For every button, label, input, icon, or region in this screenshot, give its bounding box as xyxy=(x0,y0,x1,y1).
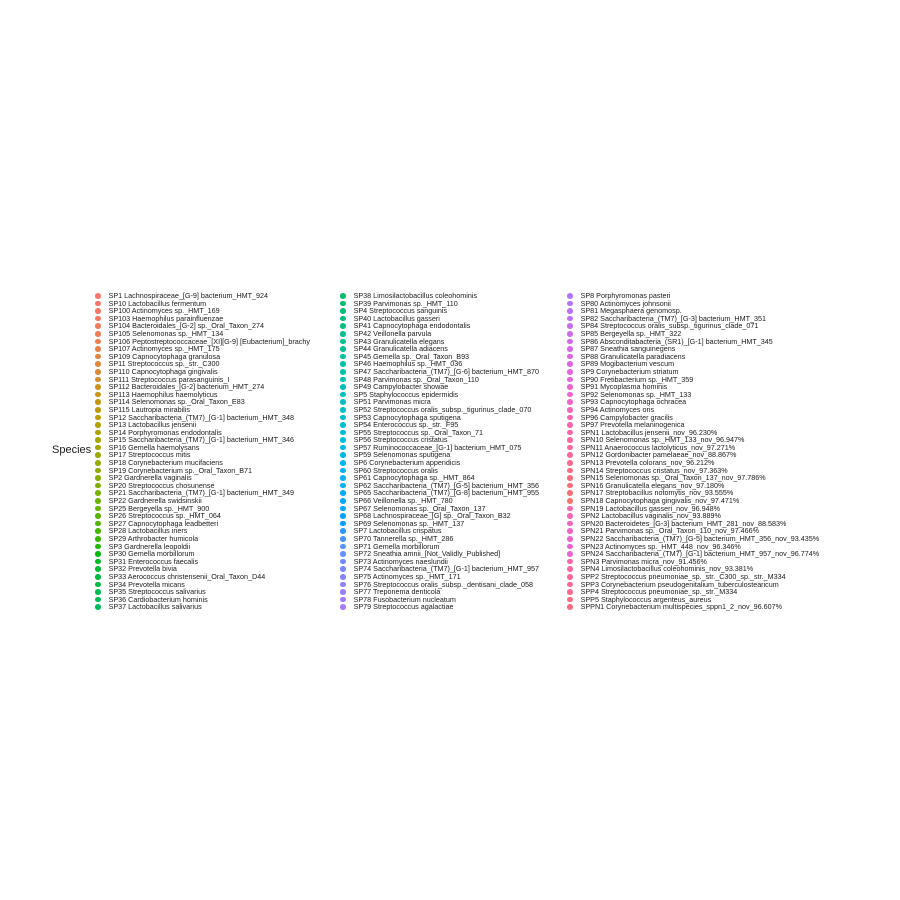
legend-marker-icon xyxy=(340,369,346,375)
legend-marker-icon xyxy=(95,483,101,489)
legend-entry xyxy=(340,603,539,611)
legend-label: SP92 Selenomonas sp._HMT_133 xyxy=(580,389,692,399)
legend-label: SP41 Capnocytophaga endodontalis xyxy=(353,321,471,331)
legend-marker-icon xyxy=(340,604,346,610)
legend-marker-icon xyxy=(567,490,573,496)
legend-marker-icon xyxy=(95,308,101,314)
legend-label: SP75 Actinomyces sp._HMT_171 xyxy=(353,571,461,581)
legend-label: SP105 Selenomonas sp._HMT_134 xyxy=(108,328,224,338)
legend-label: SP66 Veillonella sp._HMT_780 xyxy=(353,496,453,506)
legend-marker-icon xyxy=(567,399,573,405)
legend-marker-icon xyxy=(567,582,573,588)
legend-label: SP45 Gemella sp._Oral_Taxon_B93 xyxy=(353,351,470,361)
legend-label: SP22 Gardnerella swidsinskii xyxy=(108,496,202,506)
legend-label: SP85 Bergeyella sp._HMT_322 xyxy=(580,328,682,338)
legend-label: SP69 Selenomonas sp._HMT_137 xyxy=(353,518,465,528)
legend-marker-icon xyxy=(95,544,101,550)
legend-marker-icon xyxy=(95,384,101,390)
legend-label: SP43 Granulicatella elegans xyxy=(353,336,445,346)
legend-label: SP18 Corynebacterium mucifaciens xyxy=(108,458,223,468)
legend-marker-icon xyxy=(567,308,573,314)
legend-label: SP107 Actinomyces sp._HMT_175 xyxy=(108,344,220,354)
legend-label: SP29 Arthrobacter humicola xyxy=(108,534,199,543)
legend-label: SP113 Haemophilus haemolyticus xyxy=(108,389,218,399)
legend-label: SPPN1 Corynebacterium multispecies_sppn1_2_nov_96.607% xyxy=(580,602,782,612)
legend-marker-icon xyxy=(340,506,346,512)
legend-label: SPN10 Selenomonas sp._HMT_133_nov_96.947% xyxy=(580,435,745,445)
legend-marker-icon xyxy=(340,437,346,443)
legend-label: SP5 Staphylococcus epidermidis xyxy=(353,389,459,399)
legend-label: SP79 Streptococcus agalactiae xyxy=(353,602,454,612)
legend-label: SP7 Lactobacillus crispatus xyxy=(353,526,442,536)
legend-marker-icon xyxy=(567,574,573,580)
legend-label: SP103 Haemophilus parainfluenzae xyxy=(108,313,224,323)
legend-label: SP11 Streptococcus sp._str._C300 xyxy=(108,359,220,369)
legend-marker-icon xyxy=(95,460,101,466)
legend-marker-icon xyxy=(567,483,573,489)
legend-marker-icon xyxy=(567,407,573,413)
legend-marker-icon xyxy=(567,513,573,519)
legend-entry xyxy=(567,603,819,611)
legend-marker-icon xyxy=(340,582,346,588)
legend-marker-icon xyxy=(340,399,346,405)
legend-label: SPN13 Prevotella colorans_nov_96.212% xyxy=(580,458,715,468)
legend-marker-icon xyxy=(95,468,101,474)
legend-marker-icon xyxy=(95,323,101,329)
legend-marker-icon xyxy=(95,422,101,428)
legend-marker-icon xyxy=(567,468,573,474)
legend-marker-icon xyxy=(340,483,346,489)
legend-marker-icon xyxy=(95,604,101,610)
legend-column-2 xyxy=(340,292,539,611)
legend-marker-icon xyxy=(340,566,346,572)
legend-marker-icon xyxy=(567,506,573,512)
legend-marker-icon xyxy=(567,346,573,352)
legend-label: SP31 Enterococcus faecalis xyxy=(108,556,199,566)
legend-label: SP6 Corynebacterium appendicis xyxy=(353,458,461,468)
legend-label: SPN14 Streptococcus cristatus_nov_97.363% xyxy=(580,465,728,475)
legend-marker-icon xyxy=(567,475,573,481)
legend-marker-icon xyxy=(567,331,573,337)
legend-marker-icon xyxy=(340,323,346,329)
legend-marker-icon xyxy=(567,301,573,307)
legend-marker-icon xyxy=(340,354,346,360)
legend-label: SP114 Selenomonas sp._Oral_Taxon_E83 xyxy=(108,397,245,407)
legend-marker-icon xyxy=(95,361,101,367)
legend-label: SP52 Streptococcus oralis_subsp._tigurinus_clade_070 xyxy=(353,404,532,414)
legend-marker-icon xyxy=(95,475,101,481)
legend-label: SP94 Actinomyces oris xyxy=(580,404,655,414)
legend-label: SP35 Streptococcus salivarius xyxy=(108,587,206,597)
legend-label: SP26 Streptococcus sp._HMT_064 xyxy=(108,511,221,521)
legend-label: SP81 Megasphaera genomosp. xyxy=(580,306,682,316)
legend-label: SPN15 Selenomonas sp._Oral_Taxon_137_nov_97.786% xyxy=(580,473,766,483)
legend-marker-icon xyxy=(567,369,573,375)
legend-marker-icon xyxy=(567,566,573,572)
legend-marker-icon xyxy=(340,415,346,421)
legend-marker-icon xyxy=(95,597,101,603)
legend-label: SP57 Ruminococcaceae_[G-1] bacterium_HMT_075 xyxy=(353,442,522,452)
legend-label: SP54 Enterococcus sp._str._F95 xyxy=(353,420,459,430)
legend-label: SP86 Absconditabacteria_(SR1)_[G-1] bacterium_HMT_345 xyxy=(580,336,773,346)
legend-label: SP51 Parvimonas micra xyxy=(353,397,431,407)
legend-label: SP9 Corynebacterium striatum xyxy=(580,366,679,376)
legend-marker-icon xyxy=(567,392,573,398)
legend-label: SP71 Gemella morbillorum xyxy=(353,541,440,551)
legend-label: SP37 Lactobacillus salivarius xyxy=(108,602,202,612)
legend-label: SPN16 Granulicatella elegans_nov_97.180% xyxy=(580,480,725,490)
legend-label: SP76 Streptococcus oralis_subsp._dentisani_clade_058 xyxy=(353,579,534,589)
legend-label: SP46 Haemophilus sp._HMT_036 xyxy=(353,359,463,369)
legend-label: SP2 Gardnerella vaginalis xyxy=(108,473,192,483)
legend-label: SP106 Peptostreptococcaceae_[XI][G-9] [Eubacterium]_brachy xyxy=(108,336,310,346)
legend-marker-icon xyxy=(95,369,101,375)
legend-marker-icon xyxy=(340,339,346,345)
legend-marker-icon xyxy=(340,544,346,550)
legend-marker-icon xyxy=(567,528,573,534)
legend-marker-icon xyxy=(95,528,101,534)
legend-marker-icon xyxy=(567,323,573,329)
legend-label: SP40 Lactobacillus gasseri xyxy=(353,313,440,323)
legend-label: SP20 Streptococcus chosunense xyxy=(108,480,215,490)
legend-label: SP59 Selenomonas sputigena xyxy=(353,450,451,460)
legend-marker-icon xyxy=(95,574,101,580)
legend-label: SP91 Mycoplasma hominis xyxy=(580,382,668,392)
legend-label: SP104 Bacteroidales_[G-2] sp._Oral_Taxon_274 xyxy=(108,321,265,331)
legend-label: SP72 Sneathia amnii_[Not_Validly_Published] xyxy=(353,549,501,559)
legend-marker-icon xyxy=(567,559,573,565)
legend-label: SPP2 Streptococcus pneumoniae_sp._str._C300_sp._str._M334 xyxy=(580,571,786,581)
legend-label: SP97 Prevotella melaninogenica xyxy=(580,420,685,430)
legend-marker-icon xyxy=(95,415,101,421)
legend-label: SPN24 Saccharibacteria_(TM7)_[G-1] bacterium_HMT_957_nov_96.774% xyxy=(580,549,820,559)
legend-label: SP88 Granulicatella paradiacens xyxy=(580,351,686,361)
legend-marker-icon xyxy=(95,551,101,557)
legend-label: SP32 Prevotella bivia xyxy=(108,564,177,574)
legend-label: SP73 Actinomyces naeslundii xyxy=(353,556,448,566)
legend-column-1 xyxy=(95,292,310,611)
legend-column-3 xyxy=(567,292,819,611)
legend-label: SP42 Veillonella parvula xyxy=(353,328,432,338)
legend-label: SP93 Capnocytophaga ochracea xyxy=(580,397,687,407)
legend-marker-icon xyxy=(567,354,573,360)
legend-marker-icon xyxy=(567,604,573,610)
legend-marker-icon xyxy=(95,566,101,572)
legend-label: SP30 Gemella morbillorum xyxy=(108,549,195,559)
legend-marker-icon xyxy=(95,452,101,458)
legend-label: SPN1 Lactobacillus jensenii_nov_96.230% xyxy=(580,427,718,437)
legend-marker-icon xyxy=(567,430,573,436)
legend-label: SP96 Campylobacter gracilis xyxy=(580,412,673,422)
legend-label: SP16 Gemella haemolysans xyxy=(108,442,200,452)
legend-marker-icon xyxy=(340,407,346,413)
legend-marker-icon xyxy=(340,452,346,458)
legend-label: SP12 Saccharibacteria_(TM7)_[G-1] bacterium_HMT_348 xyxy=(108,412,294,422)
legend-label: SP82 Saccharibacteria_(TM7)_[G-3] bacterium_HMT_351 xyxy=(580,313,766,323)
legend-marker-icon xyxy=(340,316,346,322)
legend-marker-icon xyxy=(95,521,101,527)
legend-marker-icon xyxy=(95,589,101,595)
legend-marker-icon xyxy=(567,536,573,542)
legend-label: SP1 Lachnospiraceae_[G-9] bacterium_HMT_924 xyxy=(108,291,269,300)
legend-marker-icon xyxy=(340,331,346,337)
legend-marker-icon xyxy=(567,551,573,557)
legend-label: SP70 Tannerella sp._HMT_286 xyxy=(353,534,454,543)
legend-marker-icon xyxy=(340,475,346,481)
legend-label: SP100 Actinomyces sp._HMT_169 xyxy=(108,306,220,316)
legend-label: SPN11 Anaerococcus lactolyticus_nov_97.271% xyxy=(580,442,736,452)
legend-marker-icon xyxy=(340,346,346,352)
legend-label: SP68 Lachnospiraceae_[G] sp._Oral_Taxon_B32 xyxy=(353,511,511,521)
legend-label: SPN23 Actinomyces sp._HMT_448_nov_96.346% xyxy=(580,541,741,551)
legend-marker-icon xyxy=(340,597,346,603)
legend-marker-icon xyxy=(95,490,101,496)
legend-label: SP39 Parvimonas sp._HMT_110 xyxy=(353,298,458,308)
legend-label: SP110 Capnocytophaga gingivalis xyxy=(108,366,218,376)
legend-marker-icon xyxy=(340,384,346,390)
legend-label: SP48 Parvimonas sp._Oral_Taxon_110 xyxy=(353,374,479,384)
legend-marker-icon xyxy=(95,392,101,398)
legend-label: SPN21 Parvimonas sp._Oral_Taxon_110_nov_97.466% xyxy=(580,526,760,536)
legend-label: SP84 Streptococcus oralis_subsp._tigurinus_clade_071 xyxy=(580,321,759,331)
legend-label: SP8 Porphyromonas pasteri xyxy=(580,291,671,300)
legend-label: SPP5 Staphylococcus argenteus_aureus xyxy=(580,594,712,604)
legend-marker-icon xyxy=(340,460,346,466)
legend-marker-icon xyxy=(95,316,101,322)
legend-marker-icon xyxy=(95,430,101,436)
legend-label: SP112 Bacteroidales_[G-2] bacterium_HMT_274 xyxy=(108,382,265,392)
legend-marker-icon xyxy=(567,316,573,322)
legend-marker-icon xyxy=(95,354,101,360)
legend-marker-icon xyxy=(95,339,101,345)
legend-marker-icon xyxy=(340,361,346,367)
legend-marker-icon xyxy=(567,445,573,451)
legend-label: SP34 Prevotella micans xyxy=(108,579,185,589)
legend-marker-icon xyxy=(567,422,573,428)
legend-marker-icon xyxy=(95,377,101,383)
legend-marker-icon xyxy=(567,339,573,345)
legend-marker-icon xyxy=(340,392,346,398)
legend-marker-icon xyxy=(95,445,101,451)
legend-entry xyxy=(95,603,310,611)
legend-marker-icon xyxy=(340,301,346,307)
legend-marker-icon xyxy=(95,293,101,299)
legend-label: SPN4 Limosilactobacillus coleohominis_nov_93.381% xyxy=(580,564,754,574)
legend-label: SPP3 Corynebacterium pseudogenitalium_tuberculostearicum xyxy=(580,579,779,589)
legend-label: SP19 Corynebacterium sp._Oral_Taxon_B71 xyxy=(108,465,253,475)
legend-marker-icon xyxy=(340,308,346,314)
legend-marker-icon xyxy=(567,437,573,443)
legend-marker-icon xyxy=(567,521,573,527)
legend-marker-icon xyxy=(340,422,346,428)
legend-label: SP4 Streptococcus sanguinis xyxy=(353,306,448,316)
legend-marker-icon xyxy=(340,574,346,580)
legend-marker-icon xyxy=(95,559,101,565)
legend-label: SPN17 Streptobacillus notomytis_nov_93.555% xyxy=(580,488,734,498)
legend-title: Species xyxy=(52,444,92,456)
legend-label: SPP4 Streptococcus pneumoniae_sp._str._M334 xyxy=(580,587,738,597)
legend-marker-icon xyxy=(95,437,101,443)
legend-marker-icon xyxy=(567,361,573,367)
legend-label: SP67 Selenomonas sp._Oral_Taxon_137 xyxy=(353,503,486,513)
legend-label: SP115 Lautropia mirabilis xyxy=(108,404,190,414)
legend-label: SP17 Streptococcus mitis xyxy=(108,450,191,460)
legend-marker-icon xyxy=(95,582,101,588)
legend-label: SPN2 Lactobacillus vaginalis_nov_93.889% xyxy=(580,511,721,521)
legend-marker-icon xyxy=(567,384,573,390)
legend-label: SP90 Fretibacterium sp._HMT_359 xyxy=(580,374,694,384)
legend-marker-icon xyxy=(95,498,101,504)
legend-label: SP111 Streptococcus parasanguinis_I xyxy=(108,374,230,384)
legend-marker-icon xyxy=(340,490,346,496)
legend-label: SP49 Campylobacter showae xyxy=(353,382,449,392)
legend-marker-icon xyxy=(340,513,346,519)
legend-marker-icon xyxy=(567,589,573,595)
legend-marker-icon xyxy=(340,589,346,595)
legend-label: SPN22 Saccharibacteria_(TM7)_[G-5] bacterium_HMT_356_nov_93.435% xyxy=(580,534,820,543)
legend-label: SP74 Saccharibacteria_(TM7)_[G-1] bacterium_HMT_957 xyxy=(353,564,539,574)
legend-marker-icon xyxy=(567,460,573,466)
legend-label: SP80 Actinomyces johnsonii xyxy=(580,298,671,308)
legend-label: SP47 Saccharibacteria_(TM7)_[G-6] bacterium_HMT_870 xyxy=(353,366,539,376)
legend-marker-icon xyxy=(95,513,101,519)
legend-label: SP10 Lactobacillus fermentum xyxy=(108,298,207,308)
legend-label: SP38 Limosilactobacillus coleohominis xyxy=(353,291,478,300)
legend-label: SPN12 Gordonibacter pamelaeae_nov_88.867% xyxy=(580,450,737,460)
legend-marker-icon xyxy=(567,415,573,421)
legend-label: SPN3 Parvimonas micra_nov_91.456% xyxy=(580,556,707,566)
legend-marker-icon xyxy=(340,521,346,527)
legend-marker-icon xyxy=(340,377,346,383)
legend-label: SPN20 Bacteroidetes_[G-3] bacterium_HMT_281_nov_88.583% xyxy=(580,518,787,528)
legend-label: SP15 Saccharibacteria_(TM7)_[G-1] bacterium_HMT_346 xyxy=(108,435,294,445)
legend-marker-icon xyxy=(340,468,346,474)
legend-marker-icon xyxy=(340,536,346,542)
legend-marker-icon xyxy=(567,293,573,299)
legend-marker-icon xyxy=(340,293,346,299)
legend-label: SP65 Saccharibacteria_(TM7)_[G-8] bacterium_HMT_955 xyxy=(353,488,539,498)
legend-label: SP25 Bergeyella sp._HMT_900 xyxy=(108,503,210,513)
legend-label: SPN18 Capnocytophaga gingivalis_nov_97.471% xyxy=(580,496,740,506)
legend-label: SP87 Sneathia sanguinegens xyxy=(580,344,676,354)
legend-label: SP3 Gardnerella leopoldii xyxy=(108,541,191,551)
legend-label: SP78 Fusobacterium nucleatum xyxy=(353,594,456,604)
legend-marker-icon xyxy=(340,551,346,557)
legend-marker-icon xyxy=(95,399,101,405)
legend-marker-icon xyxy=(340,430,346,436)
legend-label: SP109 Capnocytophaga granulosa xyxy=(108,351,221,361)
legend-label: SP56 Streptococcus cristatus xyxy=(353,435,448,445)
legend-label: SP21 Saccharibacteria_(TM7)_[G-1] bacterium_HMT_349 xyxy=(108,488,294,498)
legend-marker-icon xyxy=(95,536,101,542)
legend-label: SP36 Cardiobacterium hominis xyxy=(108,594,208,604)
legend-label: SP33 Aerococcus christensenii_Oral_Taxon_D44 xyxy=(108,571,266,581)
legend-marker-icon xyxy=(95,407,101,413)
legend-marker-icon xyxy=(567,544,573,550)
legend-label: SP14 Porphyromonas endodontalis xyxy=(108,427,222,437)
legend-marker-icon xyxy=(95,301,101,307)
legend-label: SP44 Granulicatella adiacens xyxy=(353,344,448,354)
legend-label: SP60 Streptococcus oralis xyxy=(353,465,438,475)
legend-label: SP62 Saccharibacteria_(TM7)_[G-5] bacterium_HMT_356 xyxy=(353,480,539,490)
legend-marker-icon xyxy=(95,331,101,337)
legend-marker-icon xyxy=(340,445,346,451)
legend-marker-icon xyxy=(340,498,346,504)
legend-marker-icon xyxy=(567,377,573,383)
legend-marker-icon xyxy=(340,559,346,565)
legend-marker-icon xyxy=(567,498,573,504)
legend-label: SP89 Mogibacterium vescum xyxy=(580,359,675,369)
legend-label: SP13 Lactobacillus jensenii xyxy=(108,420,197,430)
legend-label: SP53 Capnocytophaga sputigena xyxy=(353,412,461,422)
legend-label: SP77 Treponema denticola xyxy=(353,587,441,597)
legend-label: SPN19 Lactobacillus gasseri_nov_96.948% xyxy=(580,503,721,513)
legend-label: SP27 Capnocytophaga leadbetteri xyxy=(108,518,219,528)
legend-marker-icon xyxy=(95,346,101,352)
legend-marker-icon xyxy=(567,452,573,458)
legend-marker-icon xyxy=(567,597,573,603)
legend-label: SP61 Capnocytophaga sp._HMT_864 xyxy=(353,473,475,483)
legend-label: SP55 Streptococcus sp._Oral_Taxon_71 xyxy=(353,427,484,437)
legend-marker-icon xyxy=(340,528,346,534)
legend-label: SP28 Lactobacillus iners xyxy=(108,526,188,536)
legend-marker-icon xyxy=(95,506,101,512)
